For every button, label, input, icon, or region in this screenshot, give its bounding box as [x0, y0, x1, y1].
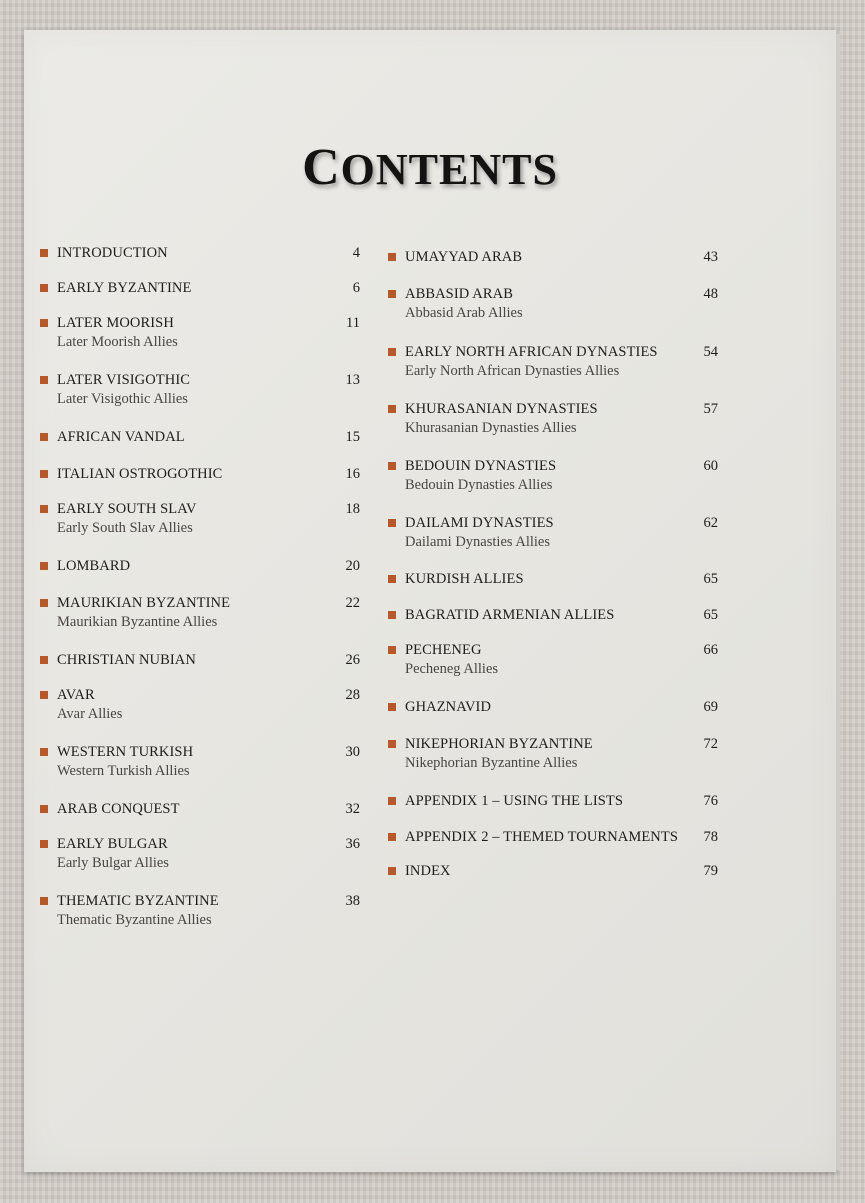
toc-entry-title: EARLY SOUTH SLAV — [57, 501, 197, 517]
bullet-square-icon — [40, 470, 48, 478]
toc-entry-subtitle: Later Visigothic Allies — [57, 391, 188, 407]
toc-page-number: 28 — [345, 687, 360, 703]
toc-page-number: 15 — [345, 429, 360, 445]
toc-entry — [40, 743, 360, 781]
toc-entry-title: THEMATIC BYZANTINE — [57, 893, 219, 909]
bullet-square-icon — [40, 319, 48, 327]
toc-entry — [40, 371, 360, 409]
bullet-square-icon — [40, 249, 48, 257]
toc-entry-subtitle: Early North African Dynasties Allies — [405, 363, 620, 379]
toc-entry-title: UMAYYAD ARAB — [405, 249, 523, 265]
toc-entry — [40, 465, 360, 483]
toc-entry — [388, 514, 718, 552]
toc-entry — [40, 686, 360, 724]
toc-page-number: 69 — [703, 699, 718, 715]
toc-entry-title: ARAB CONQUEST — [57, 801, 180, 817]
bullet-square-icon — [40, 505, 48, 513]
toc-entry-title: INDEX — [405, 863, 451, 879]
page-title: CONTENTS — [302, 139, 558, 196]
toc-entry-subtitle: Avar Allies — [57, 706, 123, 722]
toc-page-number: 22 — [345, 595, 360, 611]
toc-page-number: 65 — [703, 571, 718, 587]
toc-entry — [388, 735, 718, 773]
toc-entry — [388, 285, 718, 323]
toc-entry-title: PECHENEG — [405, 642, 482, 658]
toc-page-number: 30 — [345, 744, 360, 760]
toc-page-number: 48 — [703, 286, 718, 302]
toc-page-number: 57 — [703, 401, 718, 417]
toc-entry-title: EARLY BYZANTINE — [57, 280, 192, 296]
bullet-square-icon — [388, 611, 396, 619]
toc-page-number: 66 — [703, 642, 718, 658]
toc-entry — [40, 594, 360, 632]
toc-entry — [388, 862, 718, 880]
toc-page-number: 32 — [345, 801, 360, 817]
toc-entry — [40, 651, 360, 669]
bullet-square-icon — [40, 691, 48, 699]
toc-entry-title: LATER MOORISH — [57, 315, 174, 331]
toc-entry — [40, 892, 360, 930]
toc-entry-title: LOMBARD — [57, 558, 131, 574]
bullet-square-icon — [40, 656, 48, 664]
toc-entry-subtitle: Maurikian Byzantine Allies — [57, 614, 218, 630]
bullet-square-icon — [388, 253, 396, 261]
toc-entry-title: DAILAMI DYNASTIES — [405, 515, 554, 531]
toc-entry — [40, 279, 360, 297]
toc-entry — [388, 698, 718, 716]
bullet-square-icon — [40, 840, 48, 848]
toc-entry-subtitle: Thematic Byzantine Allies — [57, 912, 212, 928]
toc-page-number: 62 — [703, 515, 718, 531]
toc-entry-title: MAURIKIAN BYZANTINE — [57, 595, 231, 611]
toc-entry-title: BEDOUIN DYNASTIES — [405, 458, 557, 474]
bullet-square-icon — [388, 405, 396, 413]
toc-entry — [388, 641, 718, 679]
toc-entry-title: APPENDIX 1 – USING THE LISTS — [405, 793, 624, 809]
page-edge — [836, 34, 840, 1170]
toc-entry — [388, 400, 718, 438]
toc-entry-title: ABBASID ARAB — [405, 286, 513, 302]
toc-page-number: 20 — [345, 558, 360, 574]
toc-page-number: 11 — [346, 315, 360, 331]
toc-page-number: 38 — [345, 893, 360, 909]
bullet-square-icon — [388, 740, 396, 748]
bullet-square-icon — [388, 867, 396, 875]
toc-entry-title: KURDISH ALLIES — [405, 571, 524, 587]
toc-entry-subtitle: Dailami Dynasties Allies — [405, 534, 550, 550]
toc-entry-subtitle: Abbasid Arab Allies — [405, 305, 523, 321]
bullet-square-icon — [388, 348, 396, 356]
toc-page-number: 72 — [703, 736, 718, 752]
toc-entry-title: GHAZNAVID — [405, 699, 492, 715]
bullet-square-icon — [40, 805, 48, 813]
bullet-square-icon — [40, 376, 48, 384]
toc-entry — [40, 800, 360, 818]
bullet-square-icon — [40, 748, 48, 756]
toc-entry — [388, 570, 718, 588]
toc-entry — [40, 314, 360, 352]
toc-entry-subtitle: Bedouin Dynasties Allies — [405, 477, 553, 493]
toc-entry — [388, 828, 718, 846]
bullet-square-icon — [40, 599, 48, 607]
toc-entry-title: LATER VISIGOTHIC — [57, 372, 191, 388]
toc-entry-title: APPENDIX 2 – THEMED TOURNAMENTS — [405, 829, 678, 845]
toc-entry-subtitle: Western Turkish Allies — [57, 763, 190, 779]
toc-entry-subtitle: Pecheneg Allies — [405, 661, 499, 677]
toc-entry-subtitle: Later Moorish Allies — [57, 334, 178, 350]
bullet-square-icon — [388, 797, 396, 805]
toc-entry — [40, 244, 360, 262]
toc-page-number: 60 — [703, 458, 718, 474]
bullet-square-icon — [388, 519, 396, 527]
bullet-square-icon — [388, 462, 396, 470]
bullet-square-icon — [40, 562, 48, 570]
bullet-square-icon — [40, 433, 48, 441]
toc-entry-subtitle: Early South Slav Allies — [57, 520, 193, 536]
toc-entry-title: AFRICAN VANDAL — [57, 429, 185, 445]
toc-page-number: 16 — [345, 466, 360, 482]
toc-entry — [40, 500, 360, 538]
toc-entry-subtitle: Early Bulgar Allies — [57, 855, 169, 871]
bullet-square-icon — [388, 290, 396, 298]
bullet-square-icon — [388, 703, 396, 711]
toc-entry — [40, 557, 360, 575]
toc-entry-title: EARLY BULGAR — [57, 836, 168, 852]
toc-entry — [388, 343, 718, 381]
toc-page-number: 4 — [352, 245, 360, 261]
toc-entry — [40, 835, 360, 873]
toc-page-number: 78 — [703, 829, 718, 845]
toc-entry-title: WESTERN TURKISH — [57, 744, 194, 760]
toc-page-number: 43 — [703, 249, 718, 265]
bullet-square-icon — [40, 897, 48, 905]
toc-page-number: 26 — [345, 652, 360, 668]
toc-page-number: 54 — [703, 344, 718, 360]
bullet-square-icon — [40, 284, 48, 292]
toc-entry-title: KHURASANIAN DYNASTIES — [405, 401, 598, 417]
toc-entry — [388, 606, 718, 624]
toc-entry — [388, 457, 718, 495]
toc-entry-subtitle: Nikephorian Byzantine Allies — [405, 755, 578, 771]
toc-entry-title: AVAR — [57, 687, 95, 703]
toc-page-number: 36 — [345, 836, 360, 852]
toc-entry — [388, 248, 718, 266]
toc-entry-title: INTRODUCTION — [57, 245, 168, 261]
toc-entry-title: ITALIAN OSTROGOTHIC — [57, 466, 223, 482]
toc-entry — [40, 428, 360, 446]
toc-page-number: 13 — [345, 372, 360, 388]
toc-entry-title: NIKEPHORIAN BYZANTINE — [405, 736, 593, 752]
toc-entry-subtitle: Khurasanian Dynasties Allies — [405, 420, 577, 436]
toc-page-number: 6 — [352, 280, 360, 296]
toc-entry-title: CHRISTIAN NUBIAN — [57, 652, 196, 668]
toc-entry-title: EARLY NORTH AFRICAN DYNASTIES — [405, 344, 658, 360]
toc-page-number: 18 — [345, 501, 360, 517]
toc-entry-title: BAGRATID ARMENIAN ALLIES — [405, 607, 615, 623]
bullet-square-icon — [388, 833, 396, 841]
toc-page-number: 76 — [703, 793, 718, 809]
book-page — [24, 30, 836, 1172]
bullet-square-icon — [388, 575, 396, 583]
toc-page-number: 79 — [703, 863, 718, 879]
toc-page-number: 65 — [703, 607, 718, 623]
bullet-square-icon — [388, 646, 396, 654]
toc-entry — [388, 792, 718, 810]
